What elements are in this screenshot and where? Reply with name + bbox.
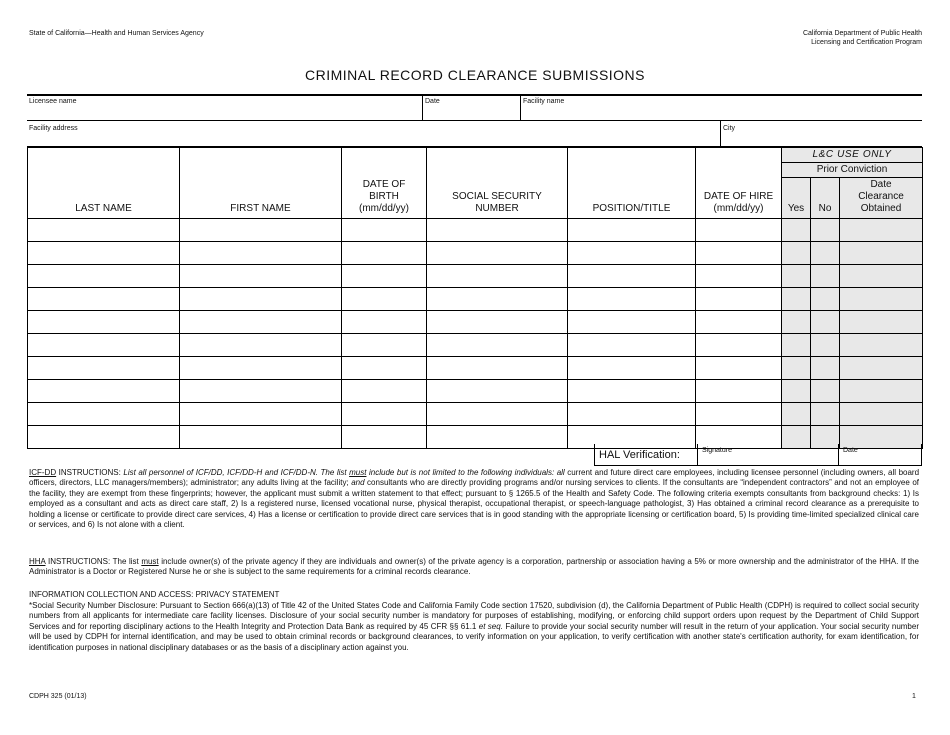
- cell-last-name[interactable]: [28, 219, 180, 242]
- cell-no[interactable]: [811, 357, 840, 380]
- cell-date-of-birth[interactable]: [342, 334, 427, 357]
- cell-date-of-hire[interactable]: [696, 265, 782, 288]
- cell-ssn[interactable]: [427, 219, 568, 242]
- table-row: [28, 288, 923, 311]
- icf-italic-2: include but is not limited to the following individuals: all: [366, 468, 565, 477]
- cell-first-name[interactable]: [180, 311, 342, 334]
- hha-rest-2: include owner(s) of the private agency if they are individuals and owner(s) of the private agency is a corporation, partnership or association having a 5% or more ownership and the administrator of the HHA. If the Administrator is a Doctor or Registered Nurse he or she is subject to the same requirements for a criminal records clearance.: [29, 557, 919, 577]
- cell-first-name[interactable]: [180, 288, 342, 311]
- cell-yes[interactable]: [782, 357, 811, 380]
- signature-field[interactable]: [698, 444, 839, 466]
- col-position: POSITION/TITLE: [568, 148, 696, 219]
- icf-heading-rest: INSTRUCTIONS:: [56, 468, 124, 477]
- privacy-body-2: Failure to provide your social security number will result in the return of your application. Your social security number will be used by CDPH for internal identification, and may be used to obtain criminal records or background clearances, to verify information on your application, to verify certification with another state's certification authority, for exam identification, for identification purposes in national disciplinary databases or as the basis of a disciplinary action against you.: [29, 621, 919, 652]
- cell-first-name[interactable]: [180, 265, 342, 288]
- ssn-line-2: NUMBER: [475, 203, 519, 214]
- icf-body-2: consultants who are directly providing programs and/or nursing services to clients. If the consultants are “independent contractors” and not an employee of the facility, they are exempt from these fingerprints; however, the applicant must submit a written statement to that effect; pursuant to § 1265.5 of the Health and Safety Code. The following criteria exempts consultants from background checks: 1) Is employed as a consultant and acts as direct care staff, 2) Is a registered nurse, licensed vocational nurse, physical therapist, occupational therapist, or speech-language pathologist, 3) Has obtained a criminal record clearance as a prerequisite to holding a license or certificate to provide direct care services, 4) Has a license or certification to provide direct care services that is in good standing with the appropriate licensing or certification board, 5) Is providing time-limited specialized clinical care or services, and 6) Is not alone with a client.: [29, 478, 920, 530]
- cell-last-name[interactable]: [28, 380, 180, 403]
- cell-date-of-hire[interactable]: [696, 311, 782, 334]
- col-yes: Yes: [782, 178, 811, 219]
- prior-conviction-header: Prior Conviction: [782, 163, 923, 178]
- cell-first-name[interactable]: [180, 426, 342, 449]
- form-top-border: [27, 94, 922, 96]
- cell-first-name[interactable]: [180, 242, 342, 265]
- hal-verification-label: HAL Verification:: [594, 444, 698, 466]
- page-number: 1: [912, 693, 916, 700]
- hha-must: must: [141, 557, 159, 566]
- cell-last-name[interactable]: [28, 288, 180, 311]
- field-row-divider: [27, 120, 922, 121]
- field-divider-date: [422, 95, 423, 120]
- facility-name-field[interactable]: Facility name: [523, 98, 565, 105]
- icf-italic-1: List all personnel of ICF/DD, ICF/DD-H and ICF/DD-N. The list: [123, 468, 350, 477]
- cell-ssn[interactable]: [427, 242, 568, 265]
- privacy-heading: INFORMATION COLLECTION AND ACCESS: PRIVACY STATEMENT: [29, 590, 280, 599]
- cell-date-clearance[interactable]: [840, 242, 923, 265]
- col-date-clearance: [840, 178, 923, 219]
- cell-no[interactable]: [811, 311, 840, 334]
- cell-ssn[interactable]: [427, 334, 568, 357]
- cell-ssn[interactable]: [427, 426, 568, 449]
- licensee-name-field[interactable]: Licensee name: [29, 98, 77, 105]
- icf-must: must: [349, 468, 367, 477]
- city-field[interactable]: City: [723, 125, 736, 132]
- clear-line-2: Clearance: [858, 191, 904, 202]
- cell-no[interactable]: [811, 334, 840, 357]
- cell-yes[interactable]: [782, 242, 811, 265]
- cell-no[interactable]: [811, 380, 840, 403]
- privacy-et-seq: et seq.: [478, 621, 503, 631]
- table-row: [28, 242, 923, 265]
- cell-no[interactable]: [811, 403, 840, 426]
- dob-line-1: DATE OF: [362, 179, 406, 190]
- cell-ssn[interactable]: [427, 357, 568, 380]
- cell-last-name[interactable]: [28, 403, 180, 426]
- cell-date-clearance[interactable]: [840, 380, 923, 403]
- hha-heading: HHA: [29, 557, 46, 566]
- cell-position[interactable]: [568, 357, 696, 380]
- clear-line-3: Obtained: [860, 203, 902, 214]
- cell-date-of-birth[interactable]: [342, 426, 427, 449]
- personnel-rows: [28, 219, 923, 449]
- cell-yes[interactable]: [782, 265, 811, 288]
- cell-position[interactable]: [568, 380, 696, 403]
- agency-name: State of California—Health and Human Services Agency: [29, 30, 204, 37]
- field-divider-facility: [520, 95, 521, 120]
- department-line-1: California Department of Public Health: [802, 30, 922, 37]
- icf-body-1: current and future direct care employees, including licensee personnel (including owners, all board officers, directors, LLC managers/members); administrator; any adults living at the facility;: [29, 468, 920, 488]
- lc-use-only-header: L&C USE ONLY: [782, 148, 923, 163]
- table-row: [28, 403, 923, 426]
- icf-heading: ICF-DD: [29, 468, 57, 477]
- col-date-of-hire: [696, 148, 782, 219]
- cell-first-name[interactable]: [180, 380, 342, 403]
- cell-position[interactable]: [568, 242, 696, 265]
- cell-date-of-birth[interactable]: [342, 311, 427, 334]
- cell-first-name[interactable]: [180, 357, 342, 380]
- cell-position[interactable]: [568, 334, 696, 357]
- cell-date-clearance[interactable]: [840, 265, 923, 288]
- col-first-name: FIRST NAME: [180, 148, 342, 219]
- cell-first-name[interactable]: [180, 334, 342, 357]
- department-line-2: Licensing and Certification Program: [811, 39, 922, 46]
- cell-last-name[interactable]: [28, 426, 180, 449]
- dob-line-3: (mm/dd/yy): [359, 203, 409, 214]
- department-name: [803, 29, 922, 47]
- clear-line-1: Date: [870, 179, 892, 190]
- cell-yes[interactable]: [782, 403, 811, 426]
- table-row: [28, 334, 923, 357]
- cell-no[interactable]: [811, 288, 840, 311]
- cell-date-of-hire[interactable]: [696, 288, 782, 311]
- cell-date-of-hire[interactable]: [696, 403, 782, 426]
- cell-position[interactable]: [568, 219, 696, 242]
- cell-yes[interactable]: [782, 334, 811, 357]
- cell-position[interactable]: [568, 311, 696, 334]
- table-row: [28, 219, 923, 242]
- cell-last-name[interactable]: [28, 265, 180, 288]
- cell-first-name[interactable]: [180, 403, 342, 426]
- cell-no[interactable]: [811, 242, 840, 265]
- cell-date-of-hire[interactable]: [696, 380, 782, 403]
- privacy-statement: [29, 601, 919, 653]
- signature-label: Signature: [702, 447, 732, 454]
- hire-line-1: DATE OF HIRE: [703, 191, 774, 202]
- verification-date-label: Date: [843, 447, 858, 454]
- cell-date-clearance[interactable]: [840, 357, 923, 380]
- form-number: CDPH 325 (01/13): [29, 693, 87, 700]
- cell-no[interactable]: [811, 265, 840, 288]
- cell-date-of-birth[interactable]: [342, 288, 427, 311]
- col-date-of-birth: [342, 148, 427, 219]
- cell-ssn[interactable]: [427, 265, 568, 288]
- cell-position[interactable]: [568, 265, 696, 288]
- hire-line-2: (mm/dd/yy): [713, 203, 764, 214]
- date-field[interactable]: Date: [425, 98, 440, 105]
- cell-position[interactable]: [568, 288, 696, 311]
- table-row: [28, 311, 923, 334]
- icf-dd-instructions: [29, 468, 919, 530]
- cell-last-name[interactable]: [28, 311, 180, 334]
- cell-date-of-hire[interactable]: [696, 357, 782, 380]
- verification-date-field[interactable]: [839, 444, 922, 466]
- col-last-name: LAST NAME: [28, 148, 180, 219]
- cell-yes[interactable]: [782, 311, 811, 334]
- cell-first-name[interactable]: [180, 219, 342, 242]
- dob-line-2: BIRTH: [369, 191, 399, 202]
- field-divider-city: [720, 121, 721, 146]
- cell-date-of-birth[interactable]: [342, 265, 427, 288]
- cell-yes[interactable]: [782, 288, 811, 311]
- personnel-table: [27, 147, 923, 449]
- cell-yes[interactable]: [782, 219, 811, 242]
- cell-position[interactable]: [568, 403, 696, 426]
- cell-date-clearance[interactable]: [840, 311, 923, 334]
- hha-instructions: [29, 557, 919, 578]
- cell-ssn[interactable]: [427, 403, 568, 426]
- cell-date-of-hire[interactable]: [696, 242, 782, 265]
- facility-address-field[interactable]: Facility address: [29, 125, 78, 132]
- cell-date-of-birth[interactable]: [342, 380, 427, 403]
- cell-date-clearance[interactable]: [840, 219, 923, 242]
- cell-ssn[interactable]: [427, 380, 568, 403]
- cell-ssn[interactable]: [427, 288, 568, 311]
- cell-date-of-hire[interactable]: [696, 219, 782, 242]
- cell-last-name[interactable]: [28, 242, 180, 265]
- cell-date-clearance[interactable]: [840, 288, 923, 311]
- ssn-line-1: SOCIAL SECURITY: [452, 191, 542, 202]
- cell-date-of-hire[interactable]: [696, 334, 782, 357]
- cell-date-of-birth[interactable]: [342, 219, 427, 242]
- col-no: No: [811, 178, 840, 219]
- cell-date-of-birth[interactable]: [342, 357, 427, 380]
- form-title: CRIMINAL RECORD CLEARANCE SUBMISSIONS: [304, 67, 646, 83]
- cell-no[interactable]: [811, 219, 840, 242]
- cell-date-of-birth[interactable]: [342, 403, 427, 426]
- cell-yes[interactable]: [782, 380, 811, 403]
- cell-last-name[interactable]: [28, 357, 180, 380]
- cell-date-of-birth[interactable]: [342, 242, 427, 265]
- cell-ssn[interactable]: [427, 311, 568, 334]
- col-ssn: [427, 148, 568, 219]
- icf-and: and: [351, 478, 365, 488]
- table-row: [28, 380, 923, 403]
- privacy-body-1: *Social Security Number Disclosure: Pursuant to Section 666(a)(13) of Title 42 of the United States Code and California Family Code section 17520, subdivision (d), the California Department of Public Health (CDPH) is required to collect social security numbers from all applicants for intermediate care facility licenses. Disclosure of your social security number is mandatory for purposes of establishing, modifying, or enforcing child support orders upon request by the Department of Child Support Services and for reporting disciplinary actions to the Health Integrity and Protection Data Bank as required by 45 CFR §§ 61.1: [29, 601, 919, 631]
- cell-date-clearance[interactable]: [840, 403, 923, 426]
- table-row: [28, 357, 923, 380]
- table-row: [28, 265, 923, 288]
- cell-date-clearance[interactable]: [840, 334, 923, 357]
- hha-rest-1: INSTRUCTIONS: The list: [45, 557, 142, 566]
- cell-last-name[interactable]: [28, 334, 180, 357]
